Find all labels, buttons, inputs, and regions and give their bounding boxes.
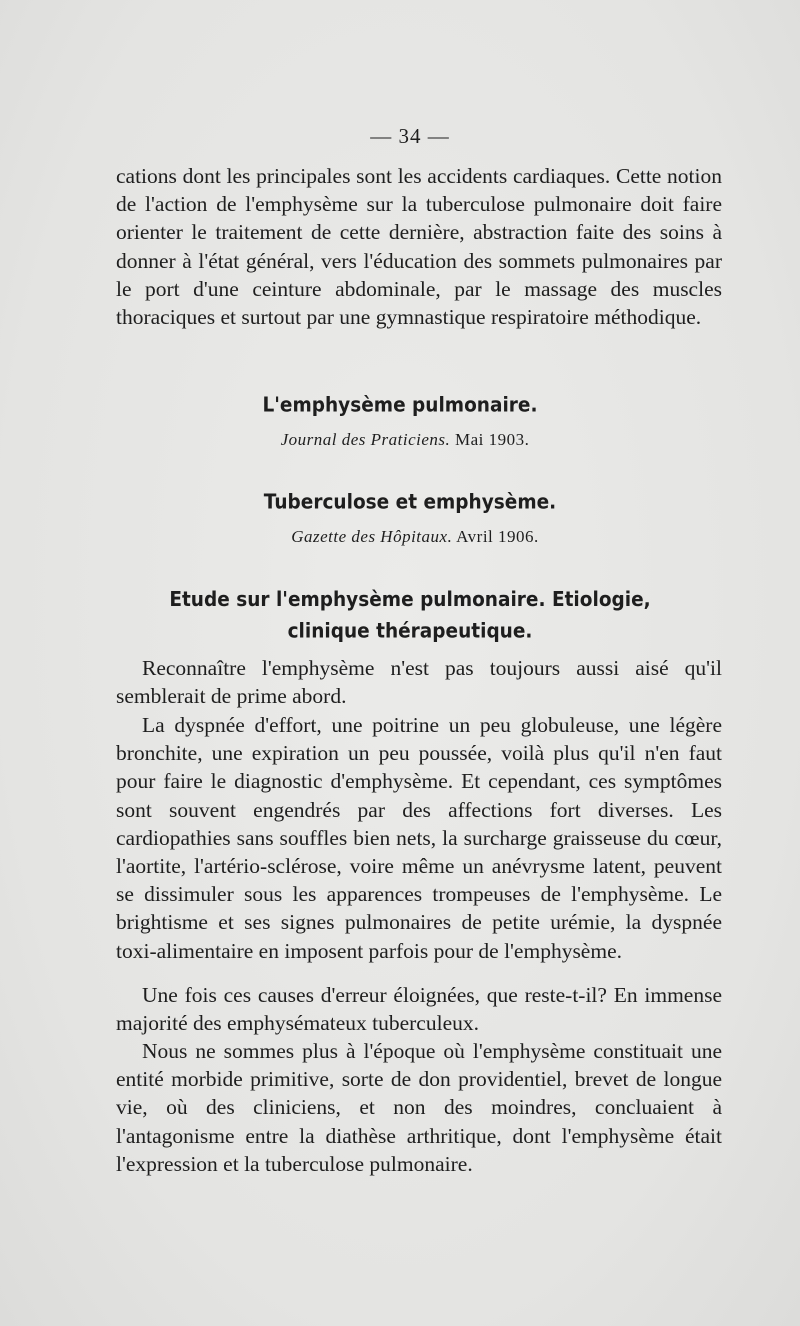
body-paragraph-2: La dyspnée d'effort, une poitrine un peu globuleuse, une légère bronchite, une expiration un peu poussée, voilà plus qu'il n'en faut pour faire le diagnostic d'emphysème. Et cependant, ces symptômes sont souvent engendrés par des affections fort diverses. Les cardiopathies sans souffles bien nets, la surcharge graisseuse du cœur, l'aortite, l'artério-sclérose, voire même un anévrysme latent, peuvent se dissimuler sous les apparences trompeuses de l'emphysème. Le brightisme et ses signes pulmonaires de petite urémie, la dyspnée toxi-alimentaire en imposent parfois pour de l'emphysème.	[116, 713, 722, 963]
work-date-2: Avril 1906.	[456, 527, 539, 546]
work-title-3: Etude sur l'emphysème pulmonaire. Etiologie, clinique thérapeutique.	[169, 588, 651, 643]
body-paragraph-3: Une fois ces causes d'erreur éloignées, que reste-t-il? En immense majorité des emphysémateux tuberculeux.	[116, 983, 722, 1036]
work-citation-2	[0, 527, 800, 547]
body-paragraph-4: Nous ne sommes plus à l'époque où l'emphysème constituait une entité morbide primitive, sorte de don providentiel, brevet de longue vie, où des cliniciens, et non des moindres, concluaient à l'antagonisme entre la diathèse arthritique, dont l'emphysème était l'expression et la tuberculose pulmonaire.	[116, 1039, 722, 1176]
work-date-1: Mai 1903.	[455, 430, 530, 449]
continuation-paragraph: cations dont les principales sont les accidents cardiaques. Cette notion de l'action de l'emphysème sur la tuberculose pulmonaire doit faire orienter le traitement de cette dernière, abstraction faite des soins à donner à l'état général, vers l'éducation des sommets pulmonaires par le port d'une ceinture abdominale, par le massage des muscles thoraciques et surtout par une gymnastique respiratoire méthodique.	[116, 164, 722, 330]
work-citation-1	[0, 430, 800, 450]
work-title-2: Tuberculose et emphysème.	[263, 490, 557, 515]
work-source-1: Journal des Praticiens.	[280, 430, 451, 449]
page-number: — 34 —	[370, 124, 450, 148]
body-paragraph-1: Reconnaître l'emphysème n'est pas toujours aussi aisé qu'il semblerait de prime abord.	[116, 656, 722, 709]
work-source-2: Gazette des Hôpitaux.	[291, 527, 453, 546]
work-title-1: L'emphysème pulmonaire.	[262, 393, 538, 418]
